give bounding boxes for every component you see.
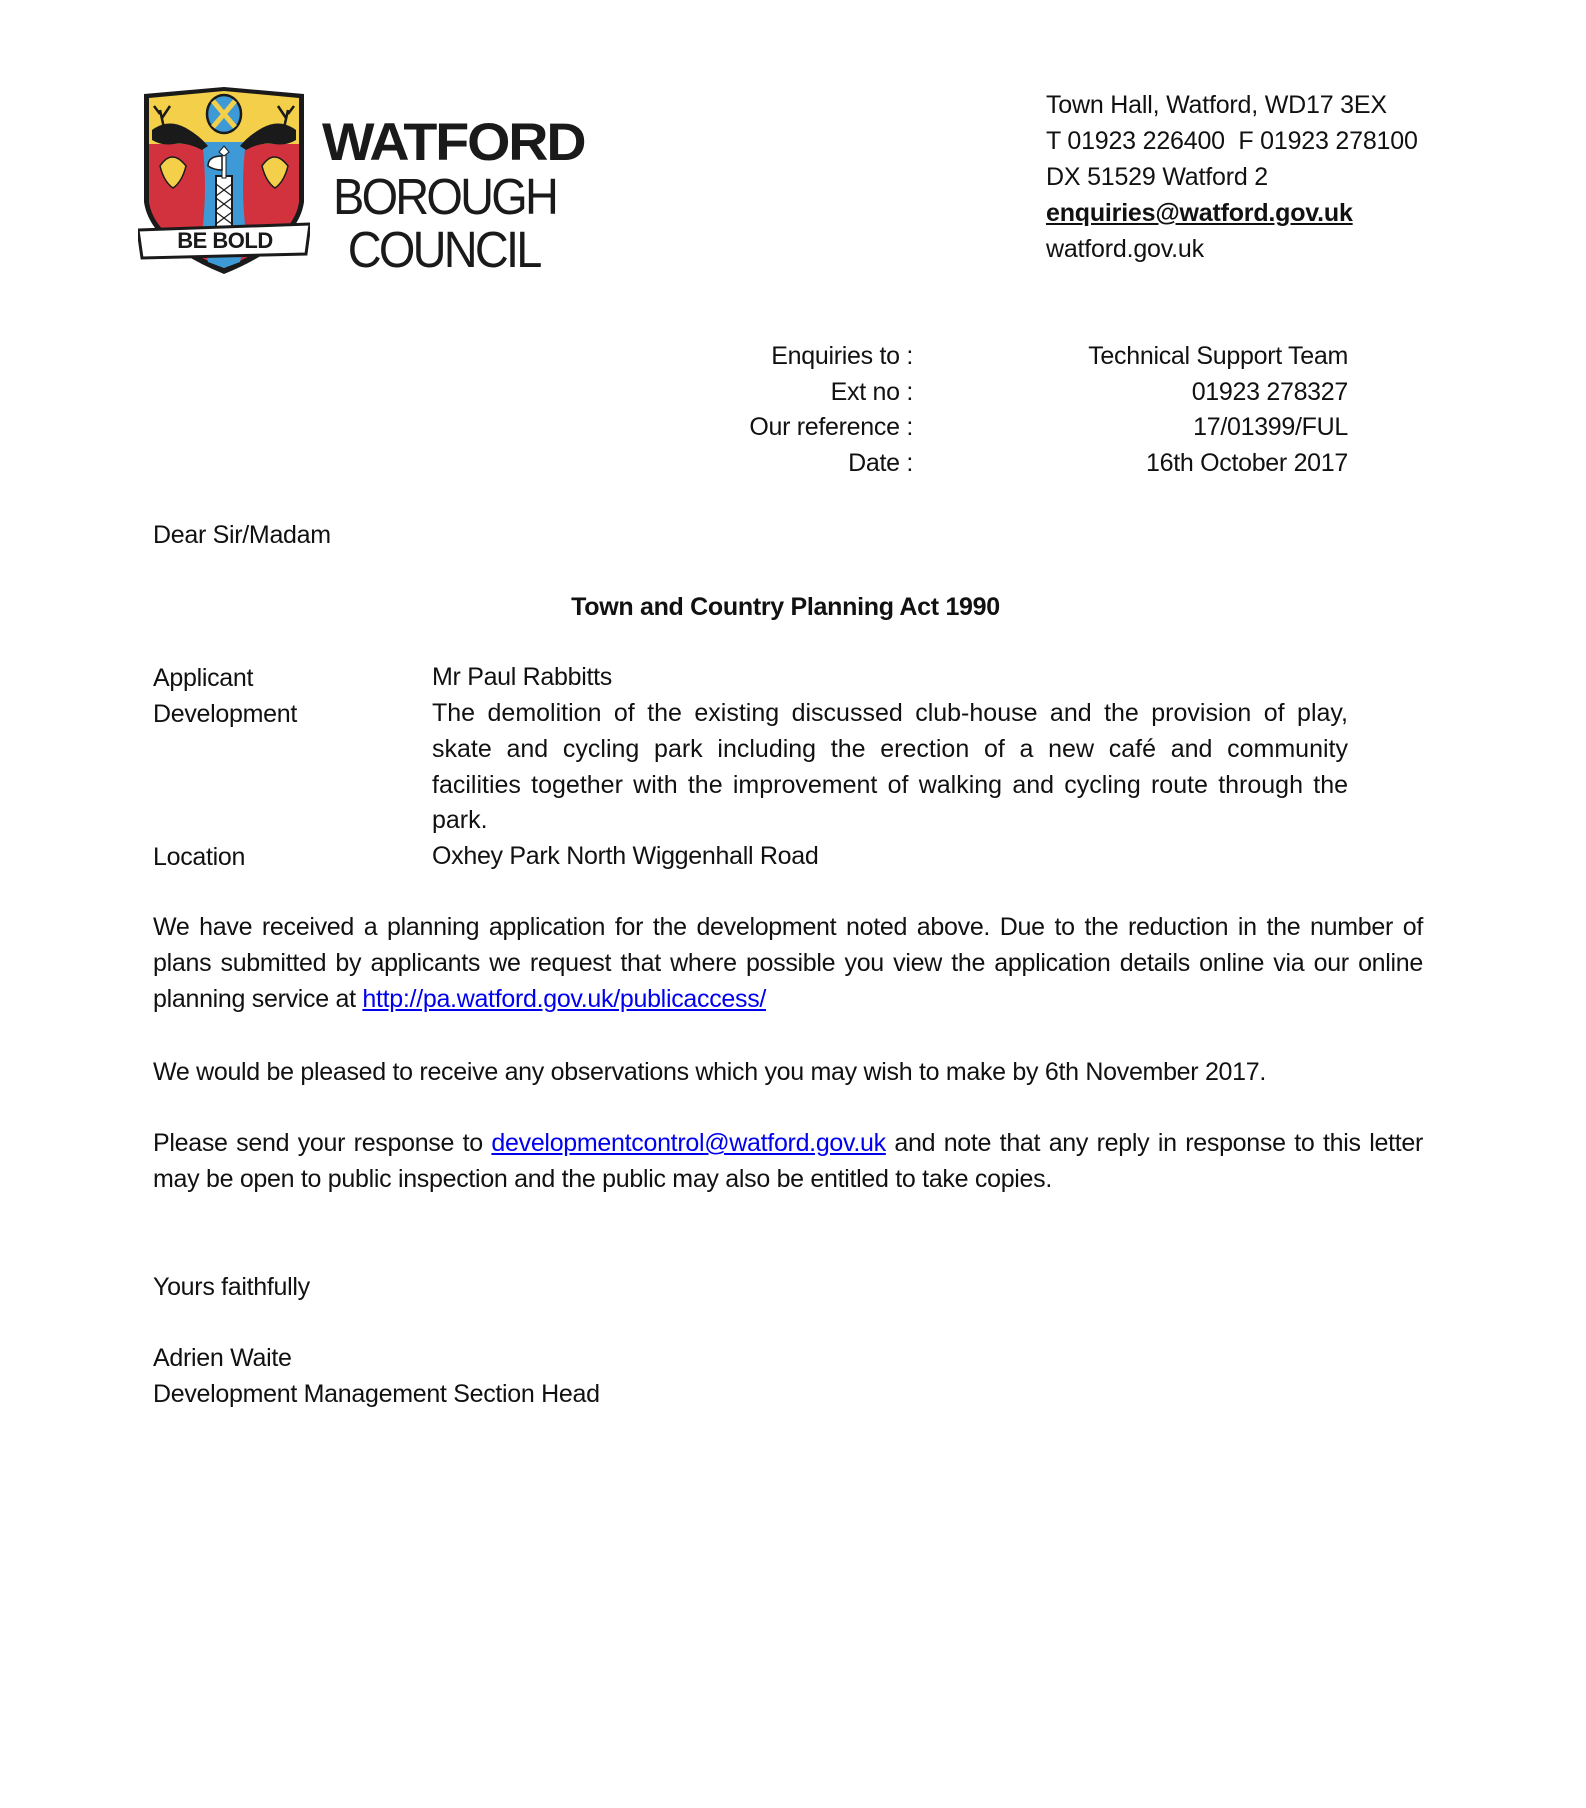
application-details (153, 660, 1348, 875)
paragraph-text: and note that any reply in response to this letter may be open to public inspection and the public may also be entitled to take copies. (153, 1129, 1423, 1193)
council-wordmark (322, 113, 612, 278)
signer-name: Adrien Waite (153, 1344, 292, 1372)
paragraph-text: We would be pleased to receive any observations which you may wish to make by 6th November 2017. (153, 1058, 1267, 1086)
heading-text: Town and Country Planning Act 1990 (571, 593, 1000, 621)
detail-row-development (153, 696, 1348, 839)
wordmark-line-2: BOROUGH (333, 168, 557, 225)
paragraph-text: We have received a planning application for the development noted above. Due to the reduction in the number of plans submitted by applicants we request that where possible you view the application details online via our online planning service at (153, 913, 1423, 1013)
detail-row-location (153, 839, 1348, 875)
council-address-block (1046, 87, 1418, 267)
reference-block (700, 338, 1348, 480)
detail-row-applicant (153, 660, 1348, 696)
body-paragraph-2 (153, 1055, 1423, 1091)
reference-row-our-reference (700, 409, 1348, 445)
motto-text: BE BOLD (177, 228, 273, 253)
reference-value: 01923 278327 (1191, 377, 1348, 406)
reference-value: Technical Support Team (1088, 342, 1348, 370)
signer-title: Development Management Section Head (153, 1380, 600, 1408)
reference-value: 17/01399/FUL (1193, 413, 1348, 442)
detail-value: Mr Paul Rabbitts (432, 663, 612, 691)
phone-fax-line: T 01923 226400 F 01923 278100 (1046, 127, 1418, 155)
letter-heading (0, 589, 1586, 625)
detail-value: Oxhey Park North Wiggenhall Road (432, 842, 819, 871)
dx-line: DX 51529 Watford 2 (1046, 163, 1268, 191)
reference-label: Ext no : (830, 377, 913, 406)
detail-label: Development (153, 700, 298, 728)
enquiries-email-link[interactable]: enquiries@watford.gov.uk (1046, 199, 1353, 227)
detail-label: Location (153, 843, 246, 872)
reference-row-enquiries (700, 338, 1348, 374)
reference-label: Date : (848, 448, 913, 477)
reference-label: Enquiries to : (771, 342, 913, 370)
wordmark-line-1: WATFORD (322, 113, 585, 172)
body-paragraph-3 (153, 1126, 1423, 1198)
paragraph-text: Please send your response to (153, 1129, 492, 1157)
website-text: watford.gov.uk (1046, 235, 1204, 263)
reference-label: Our reference : (749, 413, 913, 442)
council-logo (138, 84, 608, 276)
closing-text: Yours faithfully (153, 1273, 310, 1301)
development-control-email-link[interactable]: developmentcontrol@watford.gov.uk (491, 1129, 886, 1157)
public-access-link[interactable]: http://pa.watford.gov.uk/publicaccess/ (362, 984, 767, 1013)
reference-row-date (700, 445, 1348, 481)
detail-value: The demolition of the existing discussed club-house and the provision of play, skate and cycling park including the erection of a new café and community facilities together with the improvement of walking and cycling route through the park. (432, 699, 1348, 835)
wordmark-line-3: COUNCIL (347, 221, 540, 278)
detail-label: Applicant (153, 664, 254, 692)
body-paragraph-1 (153, 910, 1423, 1017)
address-line: Town Hall, Watford, WD17 3EX (1046, 91, 1387, 119)
salutation: Dear Sir/Madam (153, 521, 331, 549)
reference-row-ext (700, 374, 1348, 410)
reference-value: 16th October 2017 (1146, 448, 1348, 477)
